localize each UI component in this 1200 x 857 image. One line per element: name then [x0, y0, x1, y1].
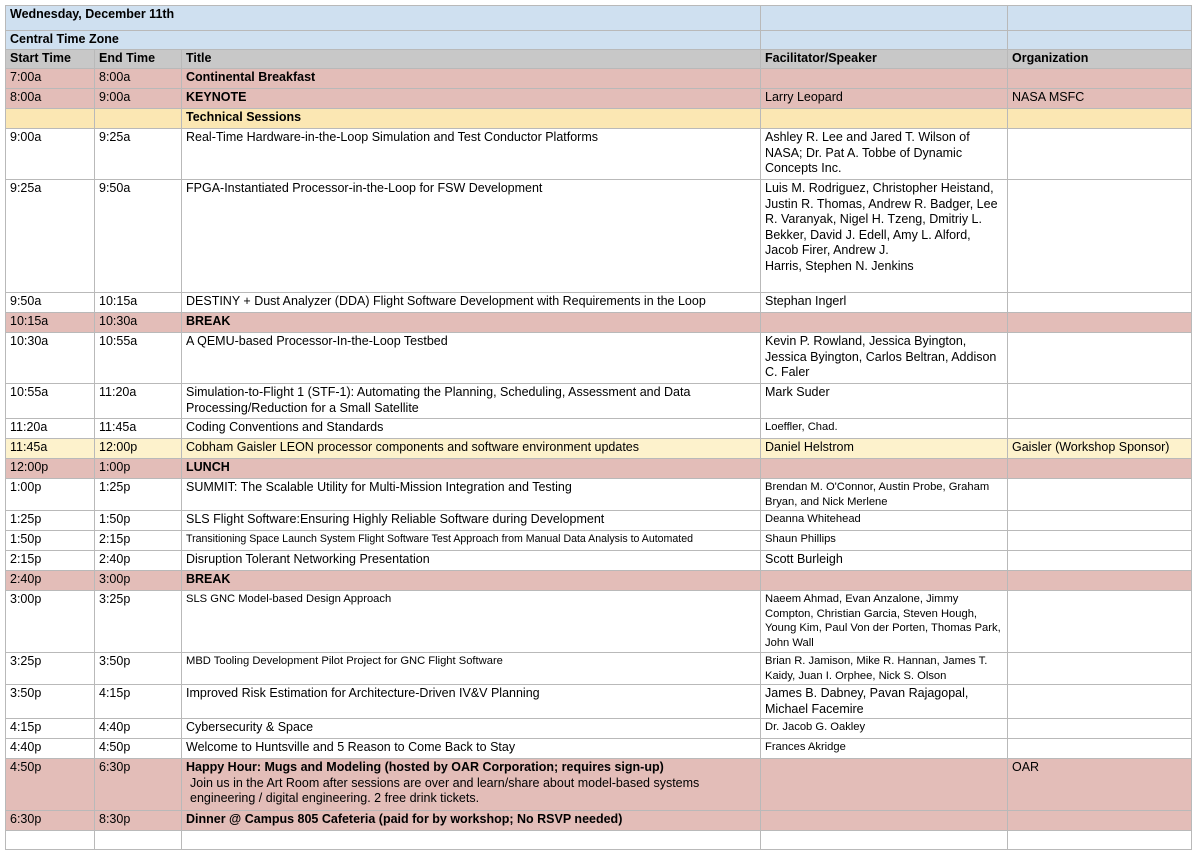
organization-cell[interactable] [1008, 69, 1192, 89]
title-cell[interactable] [182, 69, 761, 89]
organization-cell[interactable] [1008, 719, 1192, 739]
start-time-cell[interactable]: 9:25a [6, 180, 95, 293]
start-time-cell[interactable]: 4:50p [6, 759, 95, 811]
end-time-cell[interactable]: 10:30a [95, 313, 182, 333]
timezone-row-cell[interactable] [1008, 31, 1192, 50]
speaker-cell[interactable]: Stephan Ingerl [761, 293, 1008, 313]
end-time-cell[interactable]: 4:15p [95, 685, 182, 719]
organization-cell[interactable] [1008, 313, 1192, 333]
session-title: LUNCH [186, 460, 230, 474]
empty-cell[interactable] [182, 831, 761, 850]
session-title: KEYNOTE [186, 90, 247, 104]
schedule-table [5, 5, 1192, 850]
start-time-cell[interactable]: 2:40p [6, 571, 95, 591]
speaker-cell[interactable]: James B. Dabney, Pavan Rajagopal, Michael Facemire [761, 685, 1008, 719]
start-time-cell[interactable]: 3:25p [6, 653, 95, 685]
session-title: SLS Flight Software:Ensuring Highly Reliable Software during Development [186, 512, 605, 526]
schedule-block-row [6, 459, 1192, 479]
session-row [6, 333, 1192, 384]
speaker-cell[interactable]: Loeffler, Chad. [761, 419, 1008, 439]
column-header-speaker[interactable]: Facilitator/Speaker [761, 50, 1008, 69]
session-title: Real-Time Hardware-in-the-Loop Simulation and Test Conductor Platforms [186, 130, 598, 144]
session-row [6, 479, 1192, 511]
schedule-block-row [6, 89, 1192, 109]
end-time-cell[interactable]: 10:15a [95, 293, 182, 313]
organization-cell[interactable] [1008, 129, 1192, 180]
title-cell[interactable] [182, 313, 761, 333]
column-header-title[interactable]: Title [182, 50, 761, 69]
session-row [6, 511, 1192, 531]
end-time-cell[interactable]: 2:40p [95, 551, 182, 571]
start-time-cell[interactable]: 9:50a [6, 293, 95, 313]
date-row-cell[interactable] [1008, 6, 1192, 31]
session-title: Continental Breakfast [186, 70, 316, 84]
title-cell[interactable] [182, 129, 761, 180]
session-row [6, 685, 1192, 719]
date-title[interactable]: Wednesday, December 11th [6, 6, 761, 31]
start-time-cell[interactable] [6, 109, 95, 129]
title-cell[interactable] [182, 719, 761, 739]
session-row [6, 293, 1192, 313]
start-time-cell[interactable]: 3:00p [6, 591, 95, 653]
session-title: BREAK [186, 572, 231, 586]
speaker-cell[interactable]: Scott Burleigh [761, 551, 1008, 571]
organization-cell[interactable]: OAR [1008, 759, 1192, 811]
speaker-cell[interactable]: Naeem Ahmad, Evan Anzalone, Jimmy Compton, Christian Garcia, Steven Hough, Young Kim, Paul Von der Porten, Thomas Park, John Wall [761, 591, 1008, 653]
speaker-cell[interactable]: Luis M. Rodriguez, Christopher Heistand, Justin R. Thomas, Andrew R. Badger, Lee R. Varanyak, Nigel H. Tzeng, Dmitriy L. Bekker, David J. Edell, Amy L. Alford, Jacob Firer, Andrew J. Harris, Stephen N. Jenkins [761, 180, 1008, 293]
organization-cell[interactable] [1008, 685, 1192, 719]
title-cell[interactable] [182, 293, 761, 313]
organization-cell[interactable] [1008, 333, 1192, 384]
title-cell[interactable] [182, 591, 761, 653]
end-time-cell[interactable]: 2:15p [95, 531, 182, 551]
session-title: Happy Hour: Mugs and Modeling (hosted by OAR Corporation; requires sign-up) [186, 760, 664, 774]
organization-cell[interactable] [1008, 811, 1192, 831]
end-time-cell[interactable]: 4:50p [95, 739, 182, 759]
session-title: Dinner @ Campus 805 Cafeteria (paid for by workshop; No RSVP needed) [186, 812, 623, 826]
speaker-cell[interactable] [761, 459, 1008, 479]
column-header-end[interactable]: End Time [95, 50, 182, 69]
end-time-cell[interactable]: 6:30p [95, 759, 182, 811]
organization-cell[interactable] [1008, 739, 1192, 759]
session-title: Technical Sessions [186, 110, 302, 124]
end-time-cell[interactable]: 3:50p [95, 653, 182, 685]
session-title: SLS GNC Model-based Design Approach [186, 593, 392, 605]
title-cell[interactable] [182, 739, 761, 759]
speaker-cell[interactable] [761, 69, 1008, 89]
session-row [6, 591, 1192, 653]
title-cell[interactable] [182, 89, 761, 109]
speaker-cell[interactable]: Mark Suder [761, 384, 1008, 419]
title-cell[interactable] [182, 419, 761, 439]
speaker-cell[interactable]: Brendan M. O'Connor, Austin Probe, Graham Bryan, and Nick Merlene [761, 479, 1008, 511]
end-time-cell[interactable]: 11:20a [95, 384, 182, 419]
title-cell[interactable] [182, 811, 761, 831]
end-time-cell[interactable]: 4:40p [95, 719, 182, 739]
organization-cell[interactable] [1008, 293, 1192, 313]
title-cell[interactable] [182, 439, 761, 459]
organization-cell[interactable] [1008, 511, 1192, 531]
schedule-block-row [6, 811, 1192, 831]
title-cell[interactable] [182, 333, 761, 384]
organization-cell[interactable] [1008, 419, 1192, 439]
empty-row [6, 831, 1192, 850]
title-cell[interactable] [182, 511, 761, 531]
organization-cell[interactable] [1008, 479, 1192, 511]
session-title: Transitioning Space Launch System Flight Software Test Approach from Manual Data Analysis to Automated [186, 533, 694, 545]
end-time-cell[interactable]: 8:30p [95, 811, 182, 831]
session-row [6, 439, 1192, 459]
session-title: A QEMU-based Processor-In-the-Loop Testbed [186, 334, 448, 348]
session-title: BREAK [186, 314, 231, 328]
session-title: Disruption Tolerant Networking Presentation [186, 552, 430, 566]
session-row [6, 419, 1192, 439]
speaker-cell[interactable]: Kevin P. Rowland, Jessica Byington, Jessica Byington, Carlos Beltran, Addison C. Faler [761, 333, 1008, 384]
organization-cell[interactable] [1008, 459, 1192, 479]
speaker-cell[interactable]: Daniel Helstrom [761, 439, 1008, 459]
start-time-cell[interactable]: 10:55a [6, 384, 95, 419]
title-cell[interactable] [182, 571, 761, 591]
organization-cell[interactable] [1008, 384, 1192, 419]
end-time-cell[interactable]: 10:55a [95, 333, 182, 384]
session-row [6, 739, 1192, 759]
timezone-row-cell[interactable] [761, 31, 1008, 50]
empty-cell[interactable] [1008, 831, 1192, 850]
end-time-cell[interactable]: 3:00p [95, 571, 182, 591]
session-row [6, 719, 1192, 739]
end-time-cell[interactable]: 1:50p [95, 511, 182, 531]
session-title: Cobham Gaisler LEON processor components and software environment updates [186, 440, 640, 454]
timezone-row [6, 31, 1192, 50]
end-time-cell[interactable]: 1:25p [95, 479, 182, 511]
organization-cell[interactable]: NASA MSFC [1008, 89, 1192, 109]
speaker-cell[interactable] [761, 811, 1008, 831]
organization-cell[interactable]: Gaisler (Workshop Sponsor) [1008, 439, 1192, 459]
title-cell[interactable] [182, 384, 761, 419]
end-time-cell[interactable]: 11:45a [95, 419, 182, 439]
column-header-row [6, 50, 1192, 69]
date-row-cell[interactable] [761, 6, 1008, 31]
column-header-start[interactable]: Start Time [6, 50, 95, 69]
session-row [6, 653, 1192, 685]
session-row [6, 384, 1192, 419]
session-row [6, 551, 1192, 571]
speaker-cell[interactable]: Brian R. Jamison, Mike R. Hannan, James T. Kaidy, Juan I. Orphee, Nick S. Olson [761, 653, 1008, 685]
schedule-block-row [6, 69, 1192, 89]
start-time-cell[interactable]: 9:00a [6, 129, 95, 180]
speaker-cell[interactable]: Shaun Phillips [761, 531, 1008, 551]
organization-cell[interactable] [1008, 591, 1192, 653]
end-time-cell[interactable]: 9:50a [95, 180, 182, 293]
speaker-cell[interactable] [761, 109, 1008, 129]
session-title: Improved Risk Estimation for Architecture-Driven IV&V Planning [186, 686, 540, 700]
title-cell[interactable] [182, 653, 761, 685]
start-time-cell[interactable]: 4:15p [6, 719, 95, 739]
end-time-cell[interactable] [95, 109, 182, 129]
schedule-block-row [6, 313, 1192, 333]
end-time-cell[interactable]: 12:00p [95, 439, 182, 459]
session-title: Coding Conventions and Standards [186, 420, 384, 434]
speaker-cell[interactable] [761, 313, 1008, 333]
title-cell[interactable] [182, 180, 761, 293]
end-time-cell[interactable]: 9:00a [95, 89, 182, 109]
empty-cell[interactable] [761, 831, 1008, 850]
session-title: MBD Tooling Development Pilot Project for GNC Flight Software [186, 655, 503, 667]
session-description: Join us in the Art Room after sessions are over and learn/share about model-based systems engineering / digital engineering. 2 free drink tickets. [190, 775, 700, 805]
speaker-cell[interactable]: Dr. Jacob G. Oakley [761, 719, 1008, 739]
start-time-cell[interactable]: 7:00a [6, 69, 95, 89]
empty-cell[interactable] [95, 831, 182, 850]
schedule-block-row [6, 109, 1192, 129]
schedule-block-row [6, 759, 1192, 811]
date-row [6, 6, 1192, 31]
speaker-cell[interactable]: Larry Leopard [761, 89, 1008, 109]
title-cell[interactable] [182, 685, 761, 719]
start-time-cell[interactable]: 10:15a [6, 313, 95, 333]
start-time-cell[interactable]: 2:15p [6, 551, 95, 571]
timezone-label[interactable]: Central Time Zone [6, 31, 761, 50]
title-cell[interactable] [182, 759, 761, 811]
session-title: DESTINY + Dust Analyzer (DDA) Flight Software Development with Requirements in the Loop [186, 294, 706, 308]
speaker-cell[interactable]: Ashley R. Lee and Jared T. Wilson of NASA; Dr. Pat A. Tobbe of Dynamic Concepts Inc. [761, 129, 1008, 180]
start-time-cell[interactable]: 11:20a [6, 419, 95, 439]
speaker-cell[interactable]: Deanna Whitehead [761, 511, 1008, 531]
title-cell[interactable] [182, 531, 761, 551]
end-time-cell[interactable]: 9:25a [95, 129, 182, 180]
session-row [6, 129, 1192, 180]
start-time-cell[interactable]: 12:00p [6, 459, 95, 479]
end-time-cell[interactable]: 8:00a [95, 69, 182, 89]
session-title: SUMMIT: The Scalable Utility for Multi-Mission Integration and Testing [186, 480, 572, 494]
session-title: Simulation-to-Flight 1 (STF-1): Automating the Planning, Scheduling, Assessment and Data Processing/Reduction for a Small Satellite [186, 385, 691, 415]
empty-cell[interactable] [6, 831, 95, 850]
start-time-cell[interactable]: 3:50p [6, 685, 95, 719]
start-time-cell[interactable]: 10:30a [6, 333, 95, 384]
session-row [6, 531, 1192, 551]
organization-cell[interactable] [1008, 531, 1192, 551]
title-cell[interactable] [182, 459, 761, 479]
start-time-cell[interactable]: 6:30p [6, 811, 95, 831]
session-title: FPGA-Instantiated Processor-in-the-Loop for FSW Development [186, 181, 543, 195]
session-row [6, 180, 1192, 293]
title-cell[interactable] [182, 479, 761, 511]
column-header-organization[interactable]: Organization [1008, 50, 1192, 69]
start-time-cell[interactable]: 8:00a [6, 89, 95, 109]
start-time-cell[interactable]: 11:45a [6, 439, 95, 459]
title-cell[interactable] [182, 551, 761, 571]
schedule-block-row [6, 571, 1192, 591]
speaker-cell[interactable]: Frances Akridge [761, 739, 1008, 759]
end-time-cell[interactable]: 1:00p [95, 459, 182, 479]
speaker-cell[interactable] [761, 759, 1008, 811]
start-time-cell[interactable]: 4:40p [6, 739, 95, 759]
organization-cell[interactable] [1008, 653, 1192, 685]
start-time-cell[interactable]: 1:50p [6, 531, 95, 551]
speaker-cell[interactable] [761, 571, 1008, 591]
start-time-cell[interactable]: 1:00p [6, 479, 95, 511]
title-cell[interactable] [182, 109, 761, 129]
organization-cell[interactable] [1008, 551, 1192, 571]
organization-cell[interactable] [1008, 180, 1192, 293]
start-time-cell[interactable]: 1:25p [6, 511, 95, 531]
organization-cell[interactable] [1008, 571, 1192, 591]
session-title: Welcome to Huntsville and 5 Reason to Come Back to Stay [186, 740, 516, 754]
session-title: Cybersecurity & Space [186, 720, 314, 734]
organization-cell[interactable] [1008, 109, 1192, 129]
end-time-cell[interactable]: 3:25p [95, 591, 182, 653]
